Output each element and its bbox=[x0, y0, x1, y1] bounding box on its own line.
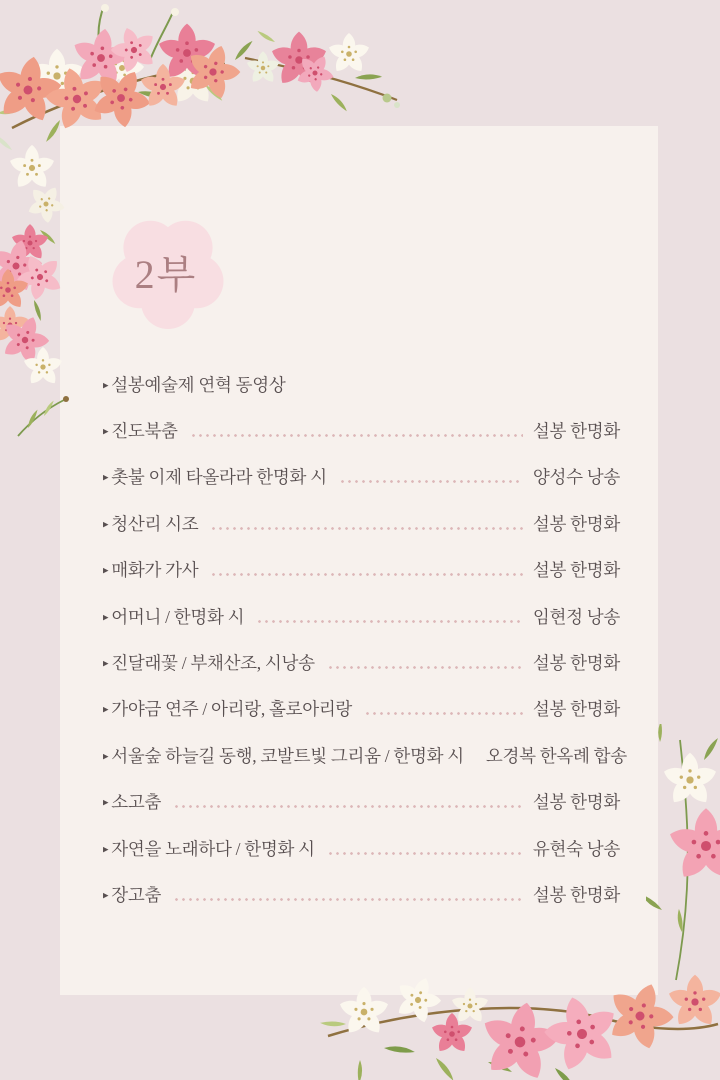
program-row bbox=[103, 732, 627, 778]
program-row bbox=[103, 686, 620, 732]
program-row bbox=[103, 454, 620, 500]
program-row bbox=[103, 779, 620, 825]
program-row bbox=[103, 639, 620, 685]
dotted-leader bbox=[173, 898, 523, 901]
program-row bbox=[103, 407, 620, 453]
dotted-leader bbox=[256, 620, 523, 623]
program-row bbox=[103, 500, 620, 546]
program-item-performer: 설봉 한명화 bbox=[532, 513, 620, 534]
part-badge-label: 2부 bbox=[134, 251, 198, 297]
program-item-performer: 설봉 한명화 bbox=[532, 792, 620, 813]
program-row bbox=[103, 361, 620, 407]
program-item-title: 장고춤 bbox=[111, 884, 162, 905]
floral-branch-top-center bbox=[235, 10, 405, 115]
program-item-title: 촛불 이제 타올라라 한명화 시 bbox=[111, 467, 327, 488]
program-list bbox=[103, 361, 627, 918]
program-item-title: 자연을 노래하다 / 한명화 시 bbox=[111, 838, 315, 859]
program-item-performer: 양성수 낭송 bbox=[532, 467, 620, 488]
triangle-bullet-icon: ▸ bbox=[103, 610, 109, 624]
program-item-title: 청산리 시조 bbox=[111, 513, 199, 534]
triangle-bullet-icon: ▸ bbox=[103, 517, 109, 531]
dotted-leader bbox=[210, 527, 523, 530]
program-item-title: 어머니 / 한명화 시 bbox=[111, 606, 245, 627]
dotted-leader bbox=[190, 434, 523, 437]
program-item-title: 소고춤 bbox=[111, 792, 162, 813]
triangle-bullet-icon: ▸ bbox=[103, 378, 109, 392]
dotted-leader bbox=[327, 852, 523, 855]
triangle-bullet-icon: ▸ bbox=[103, 842, 109, 856]
program-item-title: 진달래꽃 / 부채산조, 시낭송 bbox=[111, 653, 315, 674]
part-badge bbox=[104, 212, 234, 336]
triangle-bullet-icon: ▸ bbox=[103, 563, 109, 577]
program-item-performer: 설봉 한명화 bbox=[532, 653, 620, 674]
triangle-bullet-icon: ▸ bbox=[103, 749, 109, 763]
program-item-title: 설봉예술제 연혁 동영상 bbox=[111, 374, 286, 395]
dotted-leader bbox=[327, 666, 523, 669]
dotted-leader bbox=[364, 712, 523, 715]
program-row bbox=[103, 547, 620, 593]
triangle-bullet-icon: ▸ bbox=[103, 795, 109, 809]
program-item-performer: 설봉 한명화 bbox=[532, 421, 620, 442]
program-item-performer: 설봉 한명화 bbox=[532, 560, 620, 581]
program-item-performer: 유현숙 낭송 bbox=[532, 838, 620, 859]
program-item-title: 매화가 가사 bbox=[111, 560, 199, 581]
triangle-bullet-icon: ▸ bbox=[103, 888, 109, 902]
triangle-bullet-icon: ▸ bbox=[103, 702, 109, 716]
program-item-performer: 오경복 한옥례 합송 bbox=[485, 745, 627, 766]
program-row bbox=[103, 825, 620, 871]
program-item-performer: 임현정 낭송 bbox=[532, 606, 620, 627]
program-item-title: 서울숲 하늘길 동행, 코발트빛 그리움 / 한명화 시 bbox=[111, 745, 464, 766]
dotted-leader bbox=[173, 805, 523, 808]
triangle-bullet-icon: ▸ bbox=[103, 470, 109, 484]
program-row bbox=[103, 871, 620, 917]
triangle-bullet-icon: ▸ bbox=[103, 656, 109, 670]
triangle-bullet-icon: ▸ bbox=[103, 424, 109, 438]
program-item-title: 진도북춤 bbox=[111, 421, 178, 442]
dotted-leader bbox=[210, 573, 523, 576]
dotted-leader bbox=[339, 480, 523, 483]
program-row bbox=[103, 593, 620, 639]
program-item-title: 가야금 연주 / 아리랑, 홀로아리랑 bbox=[111, 699, 353, 720]
program-item-performer: 설봉 한명화 bbox=[532, 884, 620, 905]
program-item-performer: 설봉 한명화 bbox=[532, 699, 620, 720]
